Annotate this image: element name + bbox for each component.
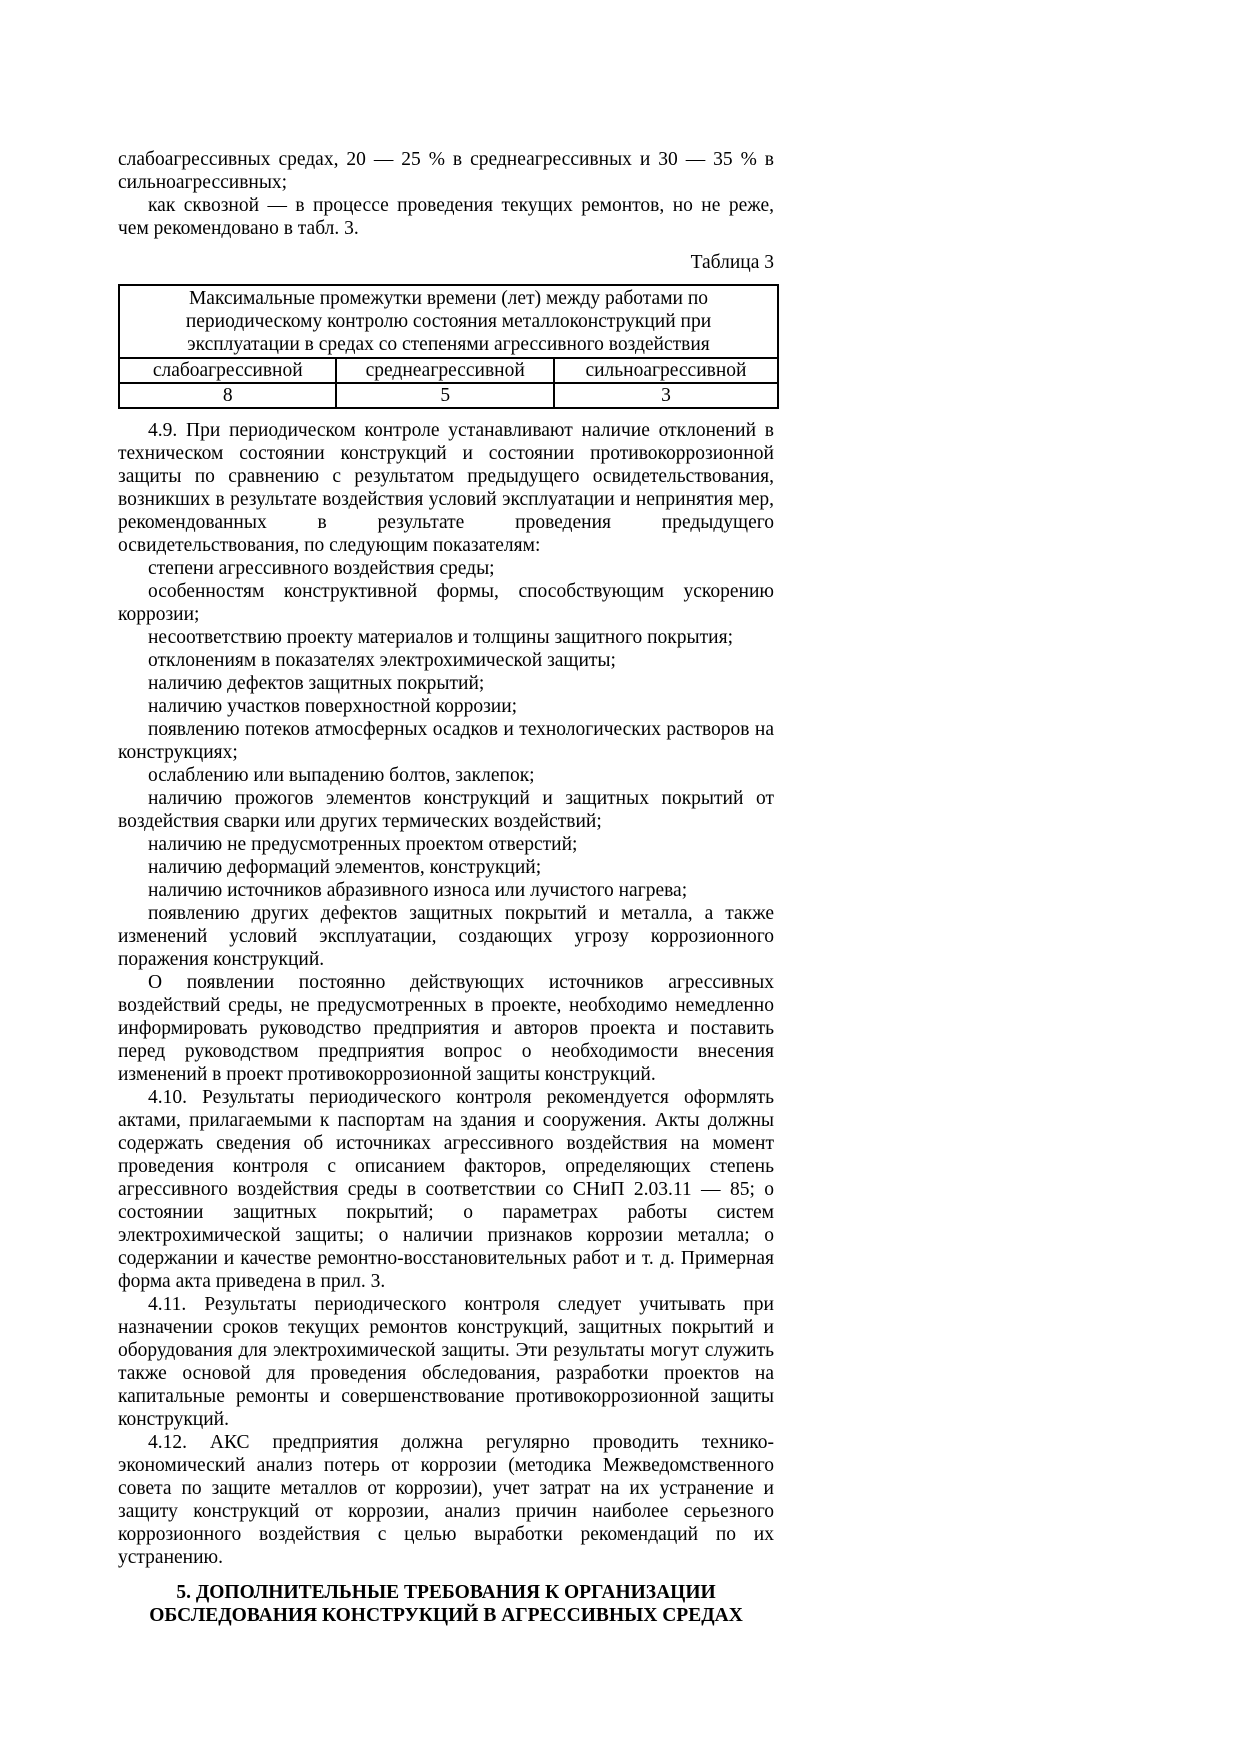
section-5-title-line-2: ОБСЛЕДОВАНИЯ КОНСТРУКЦИЙ В АГРЕССИВНЫХ СРЕДАХ [149,1605,743,1626]
document-page [118,148,774,1627]
inspection-interval-table [118,284,779,409]
table-values-row [119,383,778,408]
value-strong: 3 [554,383,778,408]
table-columns-row [119,358,778,383]
list-item: степени агрессивного воздействия среды; [148,558,495,579]
intro-paragraph-2: как сквозной — в процессе проведения текущих ремонтов, но не реже, чем рекомендовано в табл. 3. [118,195,774,239]
value-medium: 5 [336,383,553,408]
section-4-11: 4.11. Результаты периодического контроля следует учитывать при назначении сроков текущих ремонтов конструкций, защитных покрытий и оборудования для электрохимической защиты. Эти результаты могут служить также основой для проведения обследования, разработки проектов на капитальные ремонты и совершенствование противокоррозионной защиты конструкций. [118,1294,774,1430]
list-item: наличию деформаций элементов, конструкций; [148,857,542,878]
table-header-row [119,285,778,358]
table-caption: Таблица 3 [690,252,774,273]
list-item: появлению потеков атмосферных осадков и технологических растворов на конструкциях; [118,719,774,763]
column-weak: слабоагрессивной [119,358,336,383]
list-item: особенностям конструктивной формы, способствующим ускорению коррозии; [118,581,774,625]
list-item: несоответствию проекту материалов и толщины защитного покрытия; [148,627,733,648]
column-medium: среднеагрессивной [336,358,553,383]
section-4-9-closing: О появлении постоянно действующих источников агрессивных воздействий среды, не предусмотренных в проекте, необходимо немедленно информировать руководство предприятия и авторов проекта и поставить перед руководством предприятия вопрос о необходимости внесения изменений в проект противокоррозионной защиты конструкций. [118,972,774,1085]
column-strong: сильноагрессивной [554,358,778,383]
section-4-12: 4.12. АКС предприятия должна регулярно проводить технико-экономический анализ потерь от коррозии (методика Межведомственного совета по защите металлов от коррозии), учет затрат на их устранение и защиту конструкций от коррозии, анализ причин наиболее серьезного коррозионного воздействия с целью выработки рекомендаций по их устранению. [118,1432,774,1568]
section-5-title [118,1581,774,1627]
list-item: наличию источников абразивного износа или лучистого нагрева; [148,880,688,901]
list-item: наличию участков поверхностной коррозии; [148,696,518,717]
list-item: отклонениям в показателях электрохимической защиты; [148,650,616,671]
section-5-title-line-1: 5. ДОПОЛНИТЕЛЬНЫЕ ТРЕБОВАНИЯ К ОРГАНИЗАЦИИ [176,1582,716,1603]
intro-paragraph-1: слабоагрессивных средах, 20 — 25 % в среднеагрессивных и 30 — 35 % в сильноагрессивных; [118,149,774,193]
value-weak: 8 [119,383,336,408]
list-item: наличию не предусмотренных проектом отверстий; [148,834,578,855]
section-4-10: 4.10. Результаты периодического контроля рекомендуется оформлять актами, прилагаемыми к паспортам на здания и сооружения. Акты должны содержать сведения об источниках агрессивного воздействия на момент проведения контроля с описанием факторов, определяющих степень агрессивного воздействия среды в соответствии со СНиП 2.03.11 — 85; о состоянии защитных покрытий; о параметрах работы систем электрохимической защиты; о наличии признаков коррозии металла; о содержании и качестве ремонтно-восстановительных работ и т. д. Примерная форма акта приведена в прил. 3. [118,1087,774,1292]
list-item: появлению других дефектов защитных покрытий и металла, а также изменений условий эксплуатации, создающих угрозу коррозионного поражения конструкций. [118,903,774,970]
list-item: ослаблению или выпадению болтов, заклепок; [148,765,535,786]
section-4-9-intro: 4.9. При периодическом контроле устанавливают наличие отклонений в техническом состоянии конструкций и состоянии противокоррозионной защиты по сравнению с результатом предыдущего освидетельствования, возникших в результате воздействия условий эксплуатации и непринятия мер, рекомендованных в результате проведения предыдущего освидетельствования, по следующим показателям: [118,420,774,556]
list-item: наличию дефектов защитных покрытий; [148,673,485,694]
list-item: наличию прожогов элементов конструкций и защитных покрытий от воздействия сварки или других термических воздействий; [118,788,774,832]
table-header-cell: Максимальные промежутки времени (лет) между работами по периодическому контролю состояния металлоконструкций при эксплуатации в средах со степенями агрессивного воздействия [119,285,778,358]
